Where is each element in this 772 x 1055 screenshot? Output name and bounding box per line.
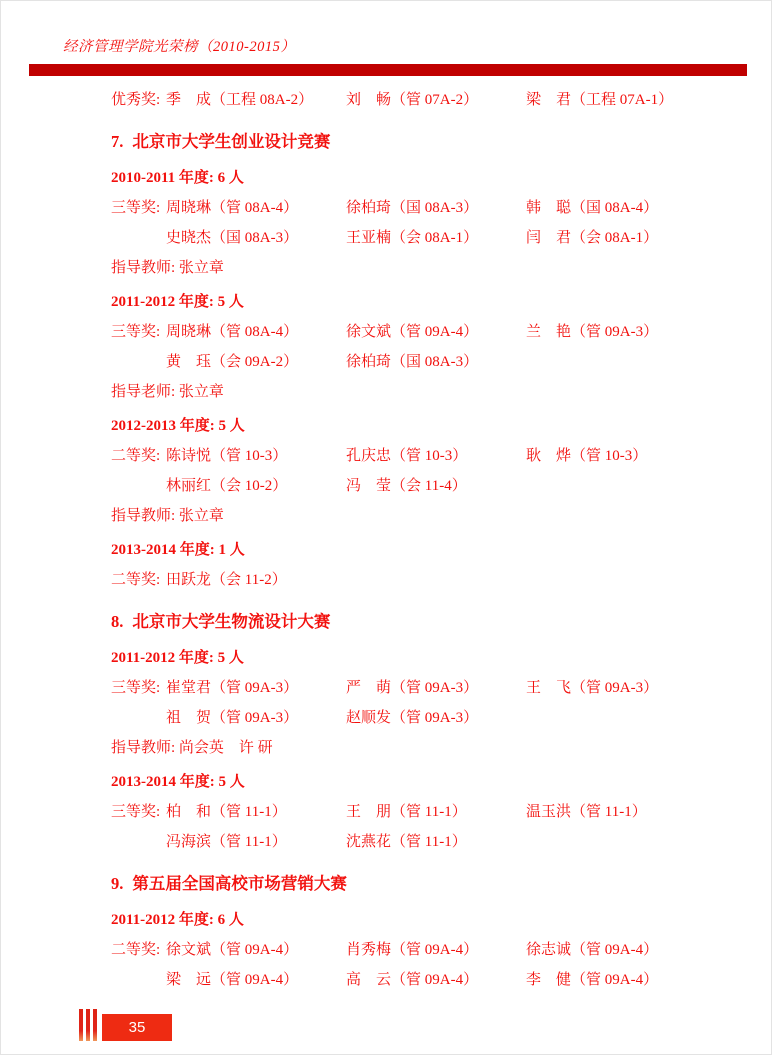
award-label: 三等奖: [111,200,161,216]
award-row [111,965,731,995]
award-name: 严 萌（管 09A-3） [346,680,479,696]
award-row [111,797,731,827]
section-7 [111,125,731,595]
section-8 [111,605,731,857]
award-name: 徐文斌（管 09A-4） [166,942,299,958]
award-label [111,965,166,995]
award-name: 周晓琳（管 08A-4） [166,200,299,216]
advisor-line: 指导教师: 尚会英 许 研 [111,740,273,756]
award-row [111,673,731,703]
award-name: 徐文斌（管 09A-4） [346,324,479,340]
award-label: 二等奖: [111,942,161,958]
award-label [111,471,166,501]
award-row [111,317,731,347]
award-label [111,827,166,857]
award-name: 高 云（管 09A-4） [346,972,479,988]
award-name: 崔堂君（管 09A-3） [166,680,299,696]
award-name: 梁 远（管 09A-4） [166,972,299,988]
year-heading: 2011-2012 年度: 5 人 [111,294,244,310]
award-name: 冯 莹（会 11-4） [346,478,467,494]
section-heading [111,867,731,901]
section-number: 9. [111,874,124,893]
year-heading: 2012-2013 年度: 5 人 [111,418,245,434]
award-name: 韩 聪（国 08A-4） [526,200,659,216]
award-row [111,441,731,471]
award-name: 徐柏琦（国 08A-3） [346,354,479,370]
award-label [111,223,166,253]
section-heading [111,605,731,639]
award-label: 三等奖: [111,804,161,820]
award-name: 刘 畅（管 07A-2） [346,92,479,108]
year-heading: 2010-2011 年度: 6 人 [111,170,244,186]
page-number-stripes [79,1009,100,1041]
award-row [111,703,731,733]
award-name: 柏 和（管 11-1） [166,804,287,820]
award-name: 肖秀梅（管 09A-4） [346,942,479,958]
award-name: 耿 烨（管 10-3） [526,448,648,464]
award-row [111,85,731,115]
award-name: 史晓杰（国 08A-3） [166,230,299,246]
award-label: 二等奖: [111,572,161,588]
award-label [111,347,166,377]
award-name: 田跃龙（会 11-2） [166,572,287,588]
header-divider-bar [29,64,747,76]
award-row [111,347,731,377]
award-row [111,471,731,501]
year-heading: 2013-2014 年度: 5 人 [111,774,245,790]
stripe [86,1009,90,1041]
award-label: 二等奖: [111,448,161,464]
section-number: 7. [111,132,124,151]
award-name: 沈燕花（管 11-1） [346,834,467,850]
section-9 [111,867,731,995]
award-name: 徐志诚（管 09A-4） [526,942,659,958]
award-name: 黄 珏（会 09A-2） [166,354,299,370]
year-heading: 2011-2012 年度: 5 人 [111,650,244,666]
stripe [93,1009,97,1041]
section-heading [111,125,731,159]
award-name: 林丽红（会 10-2） [166,478,288,494]
award-label: 三等奖: [111,680,161,696]
award-name: 温玉洪（管 11-1） [526,804,647,820]
year-heading: 2013-2014 年度: 1 人 [111,542,245,558]
section-number: 8. [111,612,124,631]
award-row [111,193,731,223]
page-number: 35 [128,1019,146,1036]
award-row [111,935,731,965]
award-name: 李 健（管 09A-4） [526,972,659,988]
page-header-title: 经济管理学院光荣榜（2010-2015） [63,39,296,55]
stripe [79,1009,83,1041]
section-title: 北京市大学生物流设计大赛 [132,612,331,631]
award-name: 兰 艳（管 09A-3） [526,324,659,340]
award-name: 周晓琳（管 08A-4） [166,324,299,340]
section-title: 第五届全国高校市场营销大赛 [132,874,347,893]
page-number-badge [102,1014,172,1041]
award-name: 孔庆忠（管 10-3） [346,448,468,464]
advisor-line: 指导老师: 张立章 [111,384,224,400]
award-name: 王 飞（管 09A-3） [526,680,659,696]
award-row [111,827,731,857]
award-label: 三等奖: [111,324,161,340]
section-title: 北京市大学生创业设计竞赛 [132,132,331,151]
award-name: 祖 贺（管 09A-3） [166,710,299,726]
document-body [111,85,731,995]
year-heading: 2011-2012 年度: 6 人 [111,912,244,928]
award-label [111,703,166,733]
award-name: 王亚楠（会 08A-1） [346,230,479,246]
advisor-line: 指导教师: 张立章 [111,260,224,276]
award-name: 赵顺发（管 09A-3） [346,710,479,726]
award-row [111,565,731,595]
advisor-line: 指导教师: 张立章 [111,508,224,524]
award-row [111,223,731,253]
award-name: 闫 君（会 08A-1） [526,230,659,246]
award-label: 优秀奖: [111,92,161,108]
award-name: 陈诗悦（管 10-3） [166,448,288,464]
award-name: 冯海滨（管 11-1） [166,834,287,850]
page-footer [79,1009,172,1041]
award-name: 徐柏琦（国 08A-3） [346,200,479,216]
award-name: 王 朋（管 11-1） [346,804,467,820]
award-name: 梁 君（工程 07A-1） [526,92,674,108]
award-name: 季 成（工程 08A-2） [166,92,314,108]
